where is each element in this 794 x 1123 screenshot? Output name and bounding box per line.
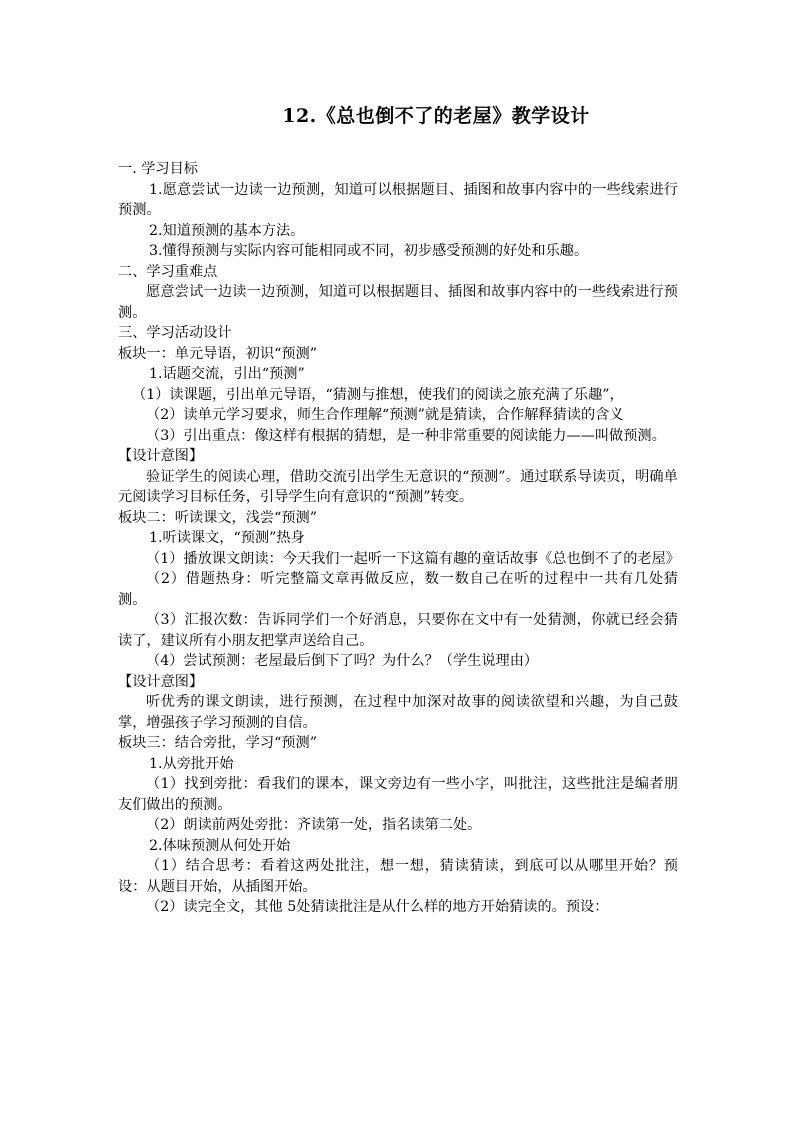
heading-key-points: 二、学习重难点 [118,263,218,280]
section-3-item-4: （2）读完全文，其他 5处猜读批注是从什么样的地方开始猜读的。预设： [146,899,609,915]
section-1-item-2: （2）读单元学习要求，师生合作理解“预测”就是猜读，合作解释猜读的含义 [146,407,624,423]
section-1-item-3: （3）引出重点：像这样有根据的猜想，是一种非常重要的阅读能力——叫做预测。 [146,427,666,444]
design-intent-text-1: 验证学生的阅读心理，借助交流引出学生无意识的“预测”。通过联系导读页，明确单元阅读学习目标任务，引导学生向有意识的“预测”转变。 [118,468,678,505]
section-2-item-2: （2）借题热身：听完整篇文章再做反应，数一数自己在听的过程中一共有几处猜测。 [118,571,678,608]
section-3-item-2: （2）朗读前两处旁批：齐读第一处，指名读第二处。 [146,817,482,833]
section-2-heading: 板块二：听读课文，浅尝“预测” [118,509,317,526]
section-2-item-3: （3）汇报次数：告诉同学们一个好消息，只要你在文中有一处猜测，你就已经会猜读了，建议所有小朋友把掌声送给自己。 [118,612,678,649]
key-points-text: 愿意尝试一边读一边预测，知道可以根据题目、插图和故事内容中的一些线索进行预测。 [118,284,678,321]
section-2-item-1: （1）播放课文朗读：今天我们一起听一下这篇有趣的童话故事《总也倒不了的老屋》 [146,550,680,567]
section-2-step-1: 1.听读课文，“预测”热身 [149,530,305,546]
design-intent-heading-2: 【设计意图】 [118,673,204,690]
design-intent-heading-1: 【设计意图】 [118,448,204,464]
section-1-item-1: （1）读课题，引出单元导语，“猜测与推想，使我们的阅读之旅充满了乐趣”， [132,386,624,403]
section-3-step-1: 1.从旁批开始 [149,755,234,772]
section-3-step-2: 2.体味预测从何处开始 [149,837,291,854]
section-2-item-4: （4）尝试预测：老屋最后倒下了吗？为什么？（学生说理由） [146,653,539,669]
heading-activity-design: 三、学习活动设计 [118,325,232,341]
document-title: 12.《总也倒不了的老屋》教学设计 [282,105,590,127]
section-1-heading: 板块一：单元导语，初识“预测” [118,345,317,362]
section-3-item-3: （1）结合思考：看着这两处批注，想一想，猜读猜读，到底可以从哪里开始？预设：从题目开始，从插图开始。 [118,858,678,895]
goal-3: 3.懂得预测与实际内容可能相同或不同，初步感受预测的好处和乐趣。 [149,243,589,259]
section-3-item-1: （1）找到旁批：看我们的课本，课文旁边有一些小字，叫批注，这些批注是编者朋友们做出的预测。 [118,776,678,813]
goal-1: 1.愿意尝试一边读一边预测，知道可以根据题目、插图和故事内容中的一些线索进行预测。 [118,181,678,218]
section-3-heading: 板块三：结合旁批，学习“预测” [118,735,317,751]
goal-2: 2.知道预测的基本方法。 [149,222,305,239]
section-1-step-1: 1.话题交流，引出“预测” [149,366,305,382]
document-body [118,159,678,918]
heading-learning-goals: 一. 学习目标 [118,161,198,177]
design-intent-text-2: 听优秀的课文朗读，进行预测，在过程中加深对故事的阅读欲望和兴趣，为自己鼓掌，增强孩子学习预测的自信。 [118,694,678,731]
